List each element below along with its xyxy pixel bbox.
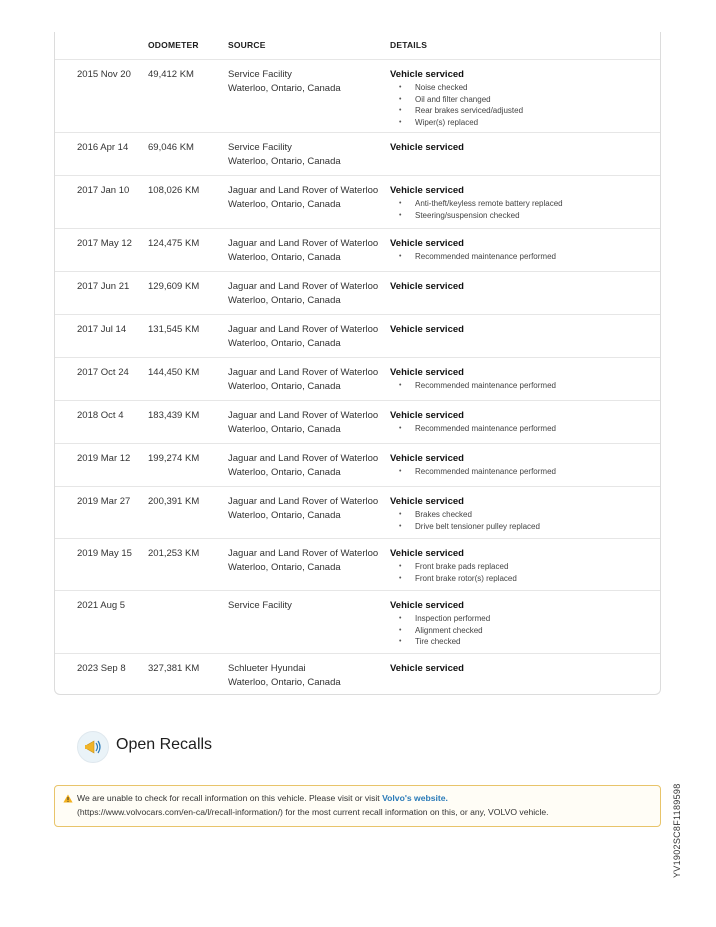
table-left-edge <box>54 32 55 44</box>
row-date: 2019 May 15 <box>77 548 132 559</box>
detail-item: • Recommended maintenance performed <box>399 423 556 435</box>
table-row <box>55 590 660 654</box>
open-recalls-heading: Open Recalls <box>116 736 213 753</box>
detail-item: • Rear brakes serviced/adjusted <box>399 105 523 117</box>
row-detail-title: Vehicle serviced <box>390 496 464 507</box>
megaphone-icon <box>77 731 109 763</box>
row-detail-title: Vehicle serviced <box>390 324 464 335</box>
detail-item: • Recommended maintenance performed <box>399 251 556 263</box>
row-detail-title: Vehicle serviced <box>390 238 464 249</box>
row-source-name: Service Facility <box>228 142 292 153</box>
row-date: 2017 Oct 24 <box>77 367 129 378</box>
row-date: 2017 Jan 10 <box>77 185 130 196</box>
row-odometer: 69,046 KM <box>148 142 194 153</box>
detail-item: • Alignment checked <box>399 625 490 637</box>
row-date: 2017 Jun 21 <box>77 281 130 292</box>
row-date: 2015 Nov 20 <box>77 69 131 80</box>
detail-item: • Tire checked <box>399 636 490 648</box>
row-source-location: Waterloo, Ontario, Canada <box>228 83 341 94</box>
table-row <box>55 653 660 696</box>
row-source-location: Waterloo, Ontario, Canada <box>228 424 341 435</box>
row-source-location: Waterloo, Ontario, Canada <box>228 156 341 167</box>
row-source-name: Jaguar and Land Rover of Waterloo <box>228 281 379 292</box>
service-records-table <box>54 32 661 695</box>
notice-prefix: We are unable to check for recall information on this vehicle. Please visit or visit <box>77 793 383 803</box>
detail-item: • Inspection performed <box>399 613 490 625</box>
table-row <box>55 357 660 401</box>
row-date: 2017 Jul 14 <box>77 324 127 335</box>
detail-item: • Drive belt tensioner pulley replaced <box>399 521 540 533</box>
row-source-name: Service Facility <box>228 69 292 80</box>
row-odometer: 144,450 KM <box>148 367 200 378</box>
recall-notice <box>54 785 661 827</box>
row-source-name: Jaguar and Land Rover of Waterloo <box>228 453 379 464</box>
table-row <box>55 486 660 539</box>
row-source-location: Waterloo, Ontario, Canada <box>228 467 341 478</box>
row-source-location: Waterloo, Ontario, Canada <box>228 252 341 263</box>
row-source-location: Waterloo, Ontario, Canada <box>228 562 341 573</box>
detail-item: • Recommended maintenance performed <box>399 380 556 392</box>
table-row <box>55 228 660 272</box>
row-date: 2019 Mar 12 <box>77 453 131 464</box>
table-row <box>55 271 660 315</box>
row-date: 2023 Sep 8 <box>77 663 126 674</box>
row-odometer: 200,391 KM <box>148 496 200 507</box>
detail-item: • Anti-theft/keyless remote battery replaced <box>399 198 563 210</box>
notice-text <box>77 793 448 803</box>
row-detail-title: Vehicle serviced <box>390 281 464 292</box>
row-source-name: Schlueter Hyundai <box>228 663 306 674</box>
row-detail-list <box>399 82 523 128</box>
row-detail-title: Vehicle serviced <box>390 600 464 611</box>
row-detail-title: Vehicle serviced <box>390 185 464 196</box>
header-details: DETAILS <box>390 40 428 50</box>
row-source-location: Waterloo, Ontario, Canada <box>228 199 341 210</box>
table-row <box>55 175 660 229</box>
row-detail-title: Vehicle serviced <box>390 367 464 378</box>
row-source-name: Jaguar and Land Rover of Waterloo <box>228 496 379 507</box>
row-date: 2016 Apr 14 <box>77 142 129 153</box>
detail-item: • Wiper(s) replaced <box>399 117 523 129</box>
row-odometer: 108,026 KM <box>148 185 200 196</box>
row-date: 2019 Mar 27 <box>77 496 131 507</box>
row-date: 2018 Oct 4 <box>77 410 124 421</box>
row-odometer: 49,412 KM <box>148 69 194 80</box>
detail-item: • Noise checked <box>399 82 523 94</box>
row-odometer: 124,475 KM <box>148 238 200 249</box>
table-row <box>55 443 660 487</box>
row-odometer: 201,253 KM <box>148 548 200 559</box>
row-source-name: Jaguar and Land Rover of Waterloo <box>228 185 379 196</box>
detail-item: • Brakes checked <box>399 509 540 521</box>
detail-item: • Front brake rotor(s) replaced <box>399 573 517 585</box>
detail-item: • Steering/suspension checked <box>399 210 563 222</box>
notice-url-text: (https://www.volvocars.com/en-ca/l/recall-information/) for the most current recall information on this, or any, VOLVO vehicle. <box>77 807 549 817</box>
volvo-website-link[interactable]: Volvo's website. <box>382 793 448 803</box>
detail-item: • Oil and filter changed <box>399 94 523 106</box>
detail-item: • Front brake pads replaced <box>399 561 517 573</box>
row-detail-list <box>399 198 563 221</box>
row-source-location: Waterloo, Ontario, Canada <box>228 677 341 688</box>
row-detail-list <box>399 561 517 584</box>
row-source-name: Jaguar and Land Rover of Waterloo <box>228 238 379 249</box>
row-source-location: Waterloo, Ontario, Canada <box>228 295 341 306</box>
row-source-location: Waterloo, Ontario, Canada <box>228 338 341 349</box>
row-source-name: Jaguar and Land Rover of Waterloo <box>228 324 379 335</box>
row-date: 2017 May 12 <box>77 238 132 249</box>
vin-label: YV1902SC8F1189598 <box>672 783 682 878</box>
row-detail-list <box>399 613 490 648</box>
row-source-name: Service Facility <box>228 600 292 611</box>
table-row <box>55 132 660 176</box>
row-source-name: Jaguar and Land Rover of Waterloo <box>228 367 379 378</box>
row-odometer: 199,274 KM <box>148 453 200 464</box>
row-detail-title: Vehicle serviced <box>390 410 464 421</box>
row-odometer: 131,545 KM <box>148 324 200 335</box>
row-odometer: 183,439 KM <box>148 410 200 421</box>
row-detail-list <box>399 380 556 392</box>
row-odometer: 327,381 KM <box>148 663 200 674</box>
row-date: 2021 Aug 5 <box>77 600 126 611</box>
table-row <box>55 59 660 133</box>
table-row <box>55 400 660 444</box>
warning-icon <box>63 794 73 803</box>
row-detail-title: Vehicle serviced <box>390 142 464 153</box>
table-right-edge <box>660 32 661 44</box>
row-detail-title: Vehicle serviced <box>390 548 464 559</box>
row-detail-title: Vehicle serviced <box>390 69 464 80</box>
detail-item: • Recommended maintenance performed <box>399 466 556 478</box>
header-source: SOURCE <box>228 40 266 50</box>
row-source-location: Waterloo, Ontario, Canada <box>228 510 341 521</box>
table-row <box>55 314 660 358</box>
row-source-name: Jaguar and Land Rover of Waterloo <box>228 548 379 559</box>
row-detail-title: Vehicle serviced <box>390 663 464 674</box>
row-source-name: Jaguar and Land Rover of Waterloo <box>228 410 379 421</box>
row-odometer: 129,609 KM <box>148 281 200 292</box>
row-source-location: Waterloo, Ontario, Canada <box>228 381 341 392</box>
row-detail-list <box>399 509 540 532</box>
row-detail-title: Vehicle serviced <box>390 453 464 464</box>
header-odometer: ODOMETER <box>148 40 199 50</box>
table-row <box>55 538 660 591</box>
row-detail-list <box>399 423 556 435</box>
row-detail-list <box>399 466 556 478</box>
row-detail-list <box>399 251 556 263</box>
